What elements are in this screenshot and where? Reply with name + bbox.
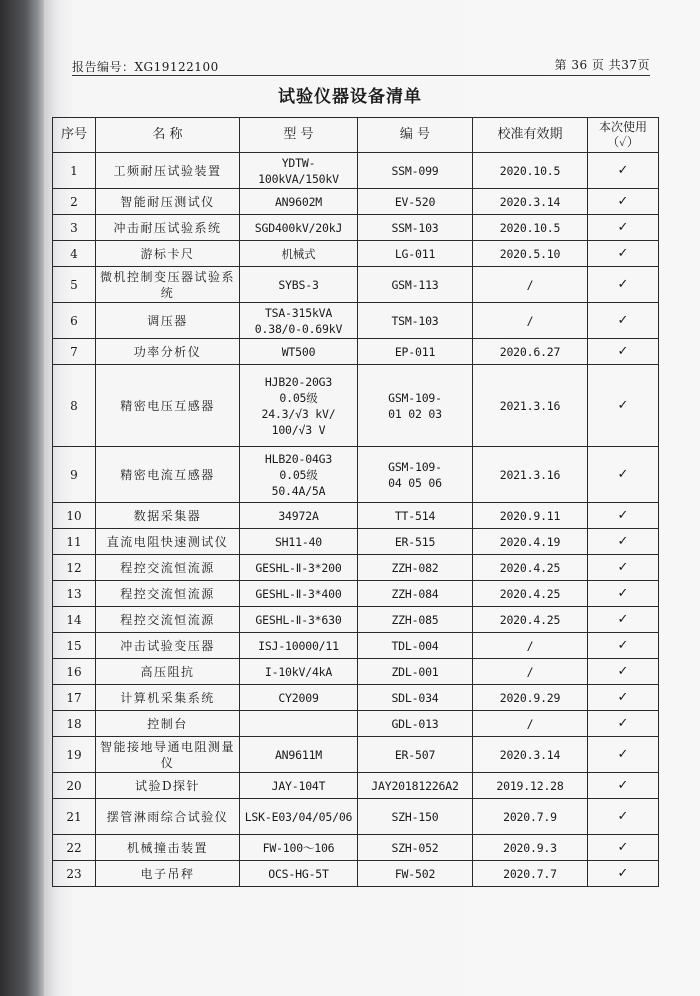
cell-code: SSM-103 — [358, 215, 473, 241]
cell-calibration-date: / — [473, 711, 588, 737]
cell-model-line: 100/√3 V — [271, 422, 326, 437]
cell-name: 直流电阻快速测试仪 — [96, 529, 240, 555]
report-number: 报告编号：XG19122100 — [72, 60, 219, 74]
table-row — [53, 799, 659, 835]
book-binding — [0, 0, 46, 996]
cell-name: 精密电压互感器 — [96, 365, 240, 447]
cell-name: 程控交流恒流源 — [96, 581, 240, 607]
table-row — [53, 447, 659, 503]
table-row — [53, 215, 659, 241]
cell-model-line: HJB20-20G3 — [264, 374, 333, 389]
cell-name: 冲击试验变压器 — [96, 633, 240, 659]
cell-name: 摆管淋雨综合试验仪 — [96, 799, 240, 835]
cell-calibration-date: 2020.9.3 — [473, 835, 588, 861]
table-row — [53, 737, 659, 773]
col-header-code: 编 号 — [358, 118, 473, 153]
cell-no: 5 — [53, 267, 96, 303]
cell-no: 23 — [53, 861, 96, 887]
cell-no: 6 — [53, 303, 96, 339]
cell-name: 智能耐压测试仪 — [96, 189, 240, 215]
cell-name: 微机控制变压器试验系统 — [96, 267, 240, 303]
cell-code: ZZH-084 — [358, 581, 473, 607]
cell-code: ZZH-082 — [358, 555, 473, 581]
cell-code: JAY20181226A2 — [358, 773, 473, 799]
cell-calibration-date: 2020.7.9 — [473, 799, 588, 835]
cell-code: EV-520 — [358, 189, 473, 215]
cell-model-line: HLB20-04G3 — [264, 451, 333, 466]
header-rule — [72, 75, 650, 76]
cell-code: SZH-052 — [358, 835, 473, 861]
cell-no: 10 — [53, 503, 96, 529]
cell-calibration-date: / — [473, 267, 588, 303]
table-row — [53, 189, 659, 215]
cell-calibration-date: 2020.9.29 — [473, 685, 588, 711]
cell-name: 计算机采集系统 — [96, 685, 240, 711]
cell-used-check: ✓ — [588, 189, 659, 215]
table-row — [53, 503, 659, 529]
cell-model: SH11-40 — [240, 529, 358, 555]
cell-code: GSM-113 — [358, 267, 473, 303]
table-row — [53, 365, 659, 447]
table-row — [53, 659, 659, 685]
equipment-table — [52, 117, 659, 887]
cell-name: 调压器 — [96, 303, 240, 339]
cell-model: SGD400kV/20kJ — [240, 215, 358, 241]
cell-calibration-date: / — [473, 659, 588, 685]
cell-calibration-date: / — [473, 633, 588, 659]
table-row — [53, 861, 659, 887]
cell-code: SDL-034 — [358, 685, 473, 711]
cell-model: AN9611M — [240, 737, 358, 773]
cell-code-line: 04 05 06 — [388, 475, 442, 490]
cell-no: 4 — [53, 241, 96, 267]
cell-model: GESHL-Ⅱ-3*200 — [240, 555, 358, 581]
cell-used-check: ✓ — [588, 799, 659, 835]
cell-no: 20 — [53, 773, 96, 799]
cell-no: 17 — [53, 685, 96, 711]
cell-used-check: ✓ — [588, 267, 659, 303]
cell-code: ER-515 — [358, 529, 473, 555]
cell-calibration-date: 2020.3.14 — [473, 189, 588, 215]
cell-used-check: ✓ — [588, 711, 659, 737]
cell-model: SYBS-3 — [240, 267, 358, 303]
cell-calibration-date: 2021.3.16 — [473, 365, 588, 447]
cell-no: 1 — [53, 153, 96, 189]
cell-name: 机械撞击装置 — [96, 835, 240, 861]
cell-used-check: ✓ — [588, 685, 659, 711]
cell-used-check: ✓ — [588, 447, 659, 503]
cell-code: TDL-004 — [358, 633, 473, 659]
cell-no: 15 — [53, 633, 96, 659]
cell-model: I-10kV/4kA — [240, 659, 358, 685]
cell-code: GDL-013 — [358, 711, 473, 737]
cell-model: 机械式 — [240, 241, 358, 267]
cell-code — [358, 365, 473, 447]
cell-calibration-date: 2020.6.27 — [473, 339, 588, 365]
cell-code — [358, 447, 473, 503]
cell-model: LSK-E03/04/05/06 — [240, 799, 358, 835]
cell-model: CY2009 — [240, 685, 358, 711]
col-header-used: 本次使用（✓） — [588, 118, 659, 153]
cell-code: SSM-099 — [358, 153, 473, 189]
cell-used-check: ✓ — [588, 215, 659, 241]
col-header-no: 序号 — [53, 118, 96, 153]
table-row — [53, 581, 659, 607]
cell-calibration-date: 2020.4.25 — [473, 555, 588, 581]
table-row — [53, 685, 659, 711]
table-row — [53, 711, 659, 737]
col-header-name: 名 称 — [96, 118, 240, 153]
cell-no: 13 — [53, 581, 96, 607]
cell-no: 14 — [53, 607, 96, 633]
cell-no: 3 — [53, 215, 96, 241]
cell-model: GESHL-Ⅱ-3*400 — [240, 581, 358, 607]
cell-used-check: ✓ — [588, 607, 659, 633]
cell-used-check: ✓ — [588, 659, 659, 685]
cell-code: EP-011 — [358, 339, 473, 365]
col-header-calibration-date: 校准有效期 — [473, 118, 588, 153]
cell-used-check: ✓ — [588, 633, 659, 659]
cell-model: OCS-HG-5T — [240, 861, 358, 887]
cell-model-line: 0.05级 — [279, 467, 318, 482]
table-row — [53, 633, 659, 659]
cell-name: 游标卡尺 — [96, 241, 240, 267]
cell-calibration-date: 2020.7.7 — [473, 861, 588, 887]
cell-model — [240, 447, 358, 503]
cell-calibration-date: 2020.10.5 — [473, 215, 588, 241]
cell-no: 11 — [53, 529, 96, 555]
cell-code: ZZH-085 — [358, 607, 473, 633]
table-row — [53, 773, 659, 799]
cell-no: 9 — [53, 447, 96, 503]
cell-name: 控制台 — [96, 711, 240, 737]
cell-model: WT500 — [240, 339, 358, 365]
table-row — [53, 835, 659, 861]
cell-name: 高压阻抗 — [96, 659, 240, 685]
cell-code: SZH-150 — [358, 799, 473, 835]
cell-no: 22 — [53, 835, 96, 861]
cell-calibration-date: / — [473, 303, 588, 339]
cell-calibration-date: 2021.3.16 — [473, 447, 588, 503]
cell-model: JAY-104T — [240, 773, 358, 799]
cell-code: LG-011 — [358, 241, 473, 267]
table-header-row — [53, 118, 659, 153]
cell-calibration-date: 2020.4.19 — [473, 529, 588, 555]
cell-used-check: ✓ — [588, 861, 659, 887]
cell-code-line: GSM-109- — [388, 459, 442, 474]
cell-no: 7 — [53, 339, 96, 365]
cell-name: 电子吊秤 — [96, 861, 240, 887]
cell-model-line: 50.4A/5A — [271, 483, 326, 498]
col-header-model: 型 号 — [240, 118, 358, 153]
table-row — [53, 303, 659, 339]
cell-model: TSA-315kVA 0.38/0-0.69kV — [240, 303, 358, 339]
cell-model — [240, 711, 358, 737]
cell-model-line: 24.3/√3 kV/ — [261, 406, 336, 421]
table-row — [53, 607, 659, 633]
cell-model: 34972A — [240, 503, 358, 529]
cell-used-check: ✓ — [588, 737, 659, 773]
cell-used-check: ✓ — [588, 303, 659, 339]
table-row — [53, 267, 659, 303]
table-row — [53, 153, 659, 189]
cell-used-check: ✓ — [588, 835, 659, 861]
table-body — [53, 153, 659, 887]
page-title: 试验仪器设备清单 — [278, 87, 422, 107]
cell-no: 12 — [53, 555, 96, 581]
cell-name: 冲击耐压试验系统 — [96, 215, 240, 241]
cell-calibration-date: 2019.12.28 — [473, 773, 588, 799]
cell-used-check: ✓ — [588, 365, 659, 447]
cell-code: FW-502 — [358, 861, 473, 887]
cell-code-line: 01 02 03 — [388, 406, 442, 421]
cell-model-line: 0.05级 — [279, 390, 318, 405]
cell-used-check: ✓ — [588, 529, 659, 555]
cell-model: ISJ-10000/11 — [240, 633, 358, 659]
cell-calibration-date: 2020.3.14 — [473, 737, 588, 773]
cell-no: 21 — [53, 799, 96, 835]
cell-no: 16 — [53, 659, 96, 685]
cell-used-check: ✓ — [588, 773, 659, 799]
cell-calibration-date: 2020.10.5 — [473, 153, 588, 189]
cell-name: 工频耐压试验装置 — [96, 153, 240, 189]
cell-calibration-date: 2020.4.25 — [473, 581, 588, 607]
table-row — [53, 529, 659, 555]
cell-used-check: ✓ — [588, 503, 659, 529]
cell-code: ER-507 — [358, 737, 473, 773]
cell-used-check: ✓ — [588, 241, 659, 267]
cell-calibration-date: 2020.4.25 — [473, 607, 588, 633]
cell-name: 智能接地导通电阻测量仪 — [96, 737, 240, 773]
cell-code-line: GSM-109- — [388, 390, 442, 405]
cell-name: 试验D探针 — [96, 773, 240, 799]
cell-no: 19 — [53, 737, 96, 773]
cell-name: 精密电流互感器 — [96, 447, 240, 503]
cell-no: 2 — [53, 189, 96, 215]
cell-name: 功率分析仪 — [96, 339, 240, 365]
table-row — [53, 241, 659, 267]
cell-model: YDTW-100kVA/150kV — [240, 153, 358, 189]
table-row — [53, 555, 659, 581]
cell-model: AN9602M — [240, 189, 358, 215]
cell-model: GESHL-Ⅱ-3*630 — [240, 607, 358, 633]
cell-model: FW-100～106 — [240, 835, 358, 861]
cell-calibration-date: 2020.5.10 — [473, 241, 588, 267]
page-header — [72, 56, 650, 76]
cell-used-check: ✓ — [588, 581, 659, 607]
page-number: 第 36 页 共37页 — [554, 58, 650, 72]
cell-name: 数据采集器 — [96, 503, 240, 529]
cell-code: TT-514 — [358, 503, 473, 529]
cell-model — [240, 365, 358, 447]
cell-used-check: ✓ — [588, 555, 659, 581]
table-row — [53, 339, 659, 365]
cell-code: TSM-103 — [358, 303, 473, 339]
cell-used-check: ✓ — [588, 153, 659, 189]
cell-no: 8 — [53, 365, 96, 447]
cell-code: ZDL-001 — [358, 659, 473, 685]
cell-name: 程控交流恒流源 — [96, 555, 240, 581]
cell-calibration-date: 2020.9.11 — [473, 503, 588, 529]
cell-no: 18 — [53, 711, 96, 737]
cell-used-check: ✓ — [588, 339, 659, 365]
cell-name: 程控交流恒流源 — [96, 607, 240, 633]
